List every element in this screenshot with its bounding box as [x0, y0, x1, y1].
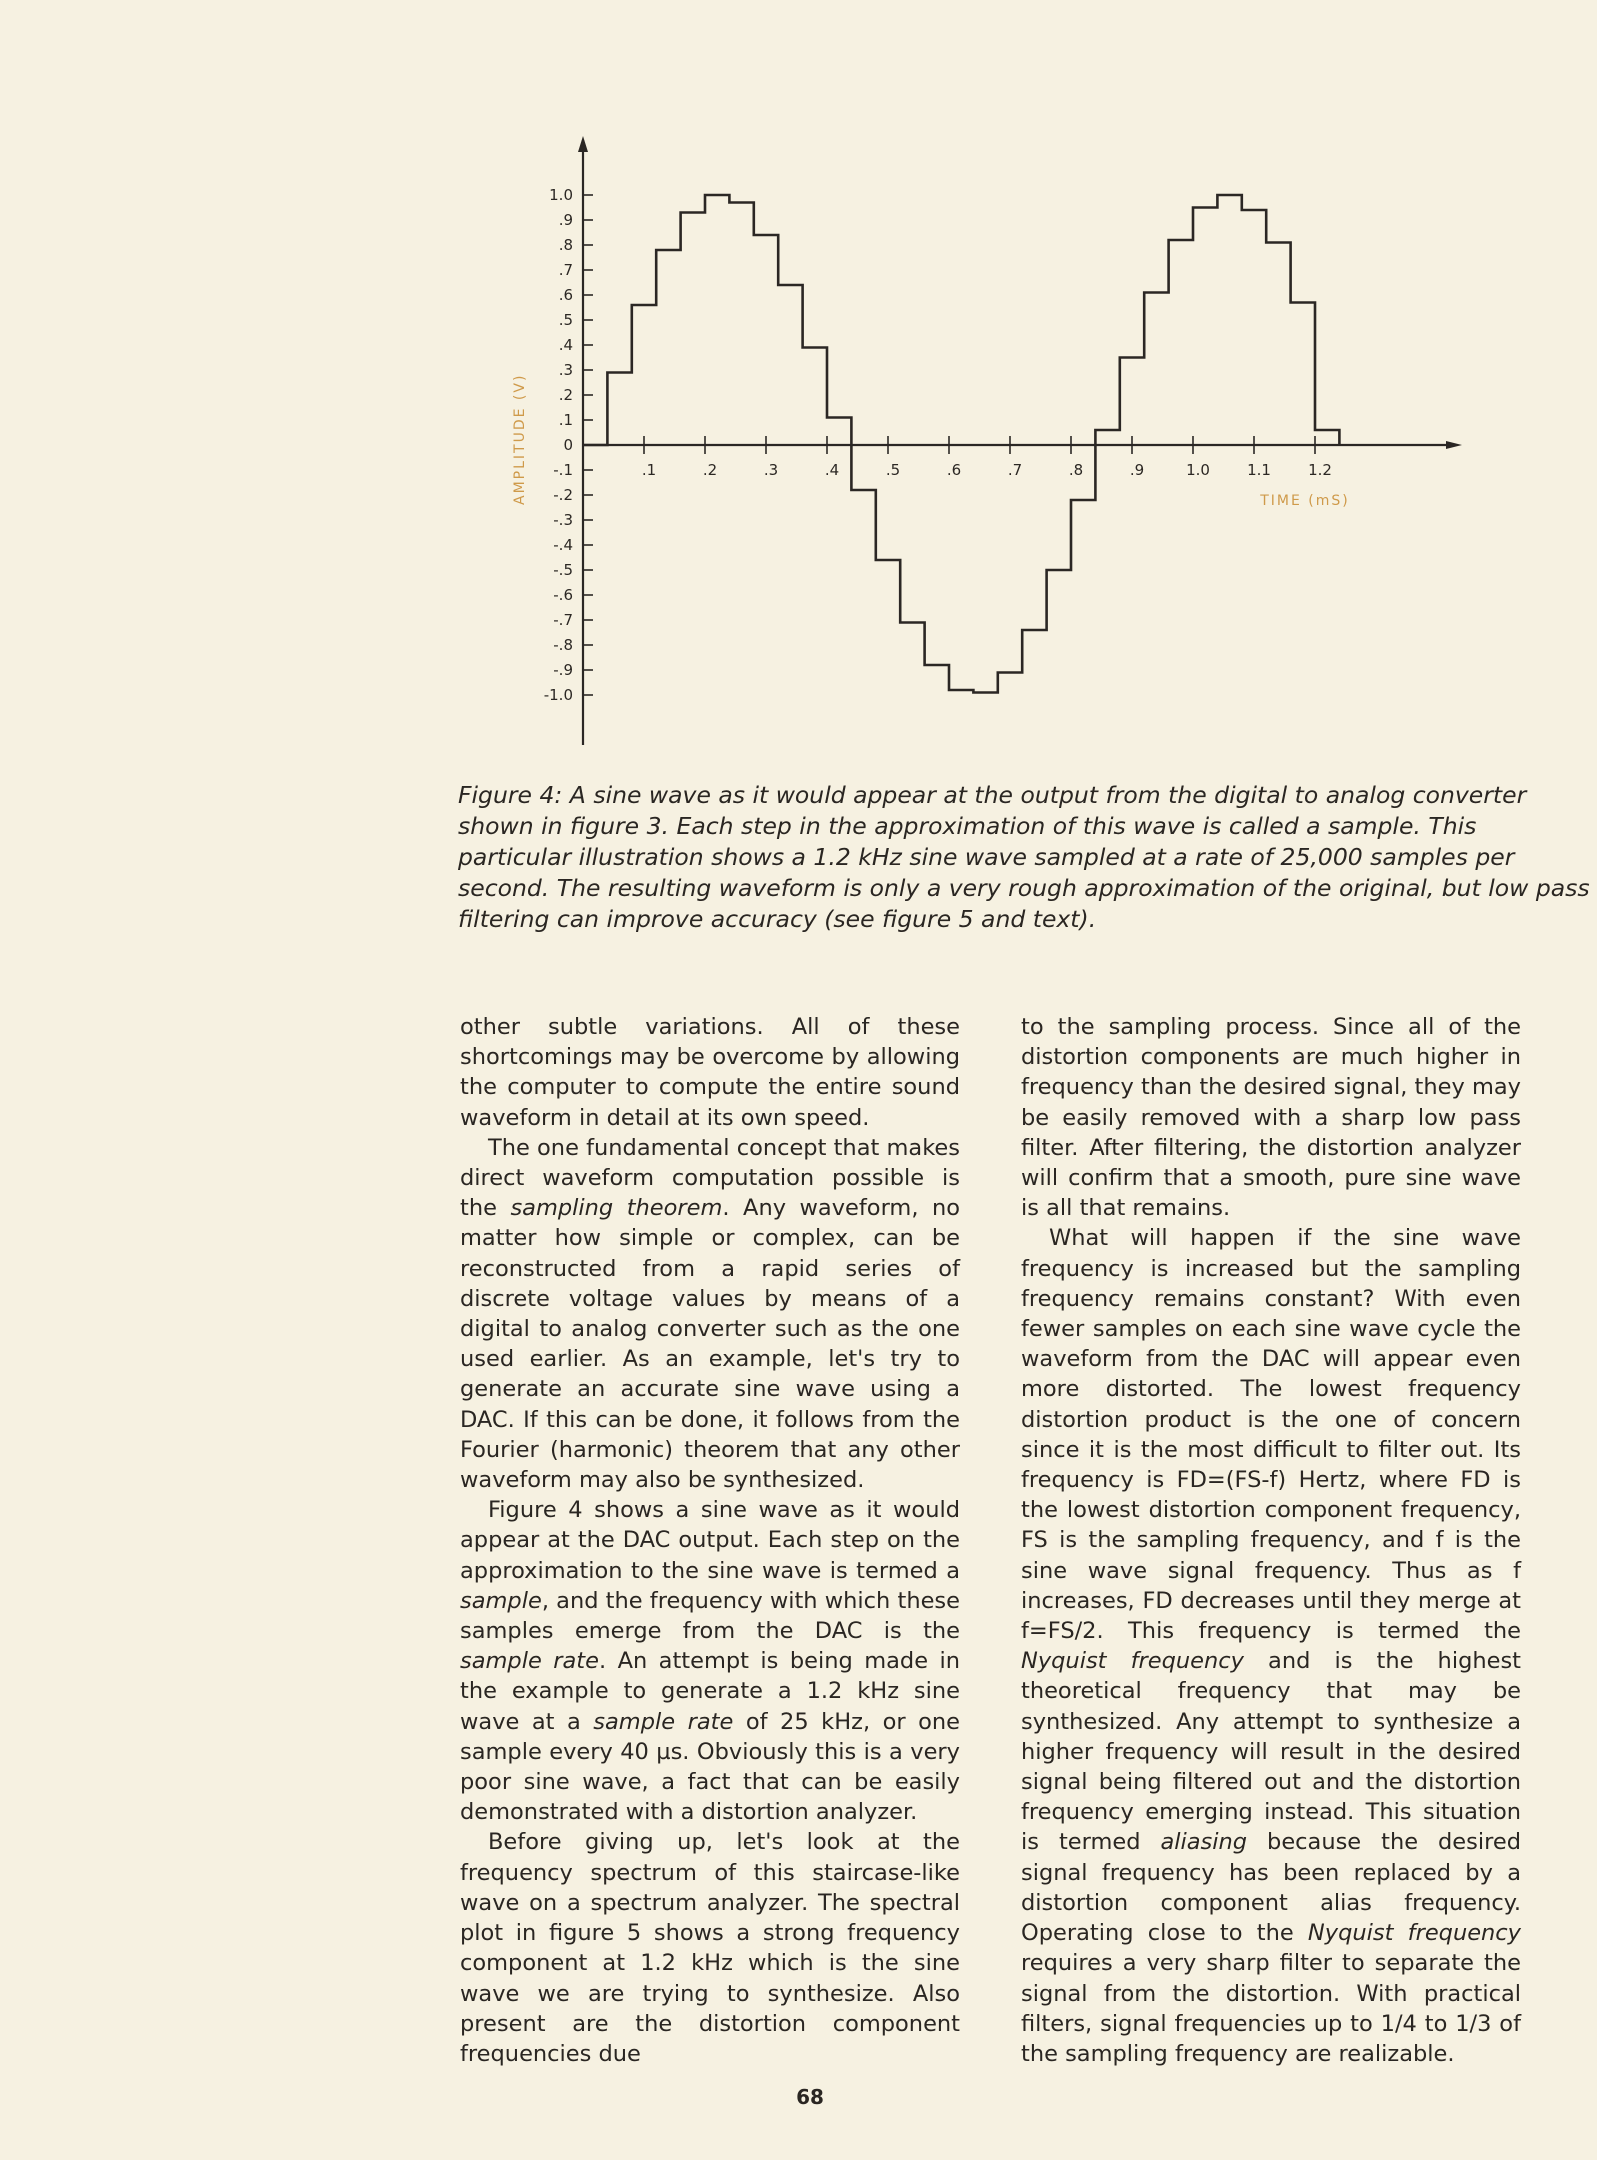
y-tick-label: .7 [558, 261, 573, 279]
y-tick-label: .4 [558, 336, 573, 354]
y-tick-label: .8 [558, 236, 573, 254]
y-tick-label: -.2 [553, 486, 573, 504]
y-tick-label: .3 [558, 361, 573, 379]
y-tick-label: -.5 [553, 561, 573, 579]
y-tick-label: .2 [558, 386, 573, 404]
figure-caption: Figure 4: A sine wave as it would appear at the output from the digital to analog converter shown in figure 3. Each step in the approximation of this wave is called a sample. This particular illustration shows a 1.2 kHz sine wave sampled at a rate of 25,000 samples per second. The resulting waveform is only a very rough approximation of the original, but low pass filtering can improve accuracy (see figure 5 and text). [458, 781, 1590, 933]
paragraph: Figure 4 shows a sine wave as it would appear at the DAC output. Each step on the approximation to the sine wave is termed a sample, and the frequency with which these samples emerge from the DAC is the sample rate. An attempt is being made in the example to generate a 1.2 kHz sine wave at a sample rate of 25 kHz, or one sample every 40 µs. Obviously this is a very poor sine wave, a fact that can be easily demonstrated with a distortion analyzer. [460, 1497, 961, 1826]
x-tick-label: .4 [824, 461, 840, 479]
paragraph: to the sampling process. Since all of the distortion components are much higher in frequency than the desired signal, they may be easily removed with a sharp low pass filter. After filtering, the distortion analyzer will confirm that a smooth, pure sine wave is all that remains. [1021, 1014, 1521, 1222]
y-tick-label: -.9 [553, 661, 573, 679]
x-tick-label: .8 [1068, 461, 1084, 479]
y-tick-label: -.8 [553, 636, 573, 654]
paragraph: other subtle variations. All of these shortcomings may be overcome by allowing the computer to compute the entire sound waveform in detail at its own speed. [460, 1014, 960, 1131]
x-axis-title: TIME (mS) [1260, 493, 1350, 509]
y-tick-label: .1 [558, 411, 573, 429]
paragraph: Before giving up, let's look at the frequency spectrum of this staircase-like wave on a spectrum analyzer. The spectral plot in figure 5 shows a strong frequency component at 1.2 kHz which is the sine wave we are trying to synthesize. Also present are the distortion component frequencies due [460, 1829, 960, 2067]
x-tick-label: .3 [763, 461, 779, 479]
y-axis-title: AMPLITUDE (V) [512, 373, 528, 505]
y-tick-label: -1.0 [543, 686, 573, 704]
x-tick-label: 1.1 [1247, 461, 1271, 479]
x-tick-label: .6 [946, 461, 962, 479]
y-tick-label: 0 [563, 436, 573, 454]
x-axis-arrow [1446, 441, 1462, 449]
body-column-left [460, 1012, 960, 2069]
y-tick-label: .9 [558, 211, 573, 229]
x-tick-label: .2 [702, 461, 718, 479]
x-tick-label: .7 [1007, 461, 1023, 479]
waveform-path [583, 195, 1339, 693]
chart-axes [578, 136, 1462, 745]
y-tick-label: 1.0 [549, 186, 573, 204]
x-tick-label: 1.2 [1308, 461, 1332, 479]
y-tick-label: .5 [558, 311, 573, 329]
x-tick-label: .5 [885, 461, 901, 479]
x-tick-label: .9 [1129, 461, 1145, 479]
body-column-right [1021, 1012, 1521, 2069]
staircase-waveform [583, 195, 1339, 693]
paragraph: What will happen if the sine wave frequency is increased but the sampling frequency remains constant? With even fewer samples on each sine wave cycle the waveform from the DAC will appear even more distorted. The lowest frequency distortion product is the one of concern since it is the most difficult to filter out. Its frequency is FD=(FS-f) Hertz, where FD is the lowest distortion component frequency, FS is the sampling frequency, and f is the sine wave signal frequency. Thus as f increases, FD decreases until they merge at f=FS/2. This frequency is termed the Nyquist frequency and is the highest theoretical frequency that may be synthesized. Any attempt to synthesize a higher frequency will result in the desired signal being filtered out and the distortion frequency emerging instead. This situation is termed aliasing because the desired signal frequency has been replaced by a distortion component alias frequency. Operating close to the Nyquist frequency requires a very sharp filter to separate the signal from the distortion. With practical filters, signal frequencies up to 1/4 to 1/3 of the sampling frequency are realizable. [1021, 1225, 1522, 2067]
y-tick-label: -.4 [553, 536, 573, 554]
x-tick-label: .1 [641, 461, 657, 479]
y-tick-label: -.7 [553, 611, 573, 629]
paragraph: The one fundamental concept that makes direct waveform computation possible is the sampling theorem. Any waveform, no matter how simple or complex, can be reconstructed from a rapid series of discrete voltage values by means of a digital to analog converter such as the one used earlier. As an example, let's try to generate an accurate sine wave using a DAC. If this can be done, it follows from the Fourier (harmonic) theorem that any other waveform may also be synthesized. [460, 1134, 961, 1494]
y-tick-label: .6 [558, 286, 573, 304]
page-number: 68 [796, 2085, 824, 2109]
y-tick-label: -.6 [553, 586, 573, 604]
y-tick-label: -.3 [553, 511, 573, 529]
y-axis-arrow [578, 136, 588, 152]
x-axis-ticks [642, 436, 1332, 479]
sine-wave-figure [0, 0, 1597, 760]
x-tick-label: 1.0 [1186, 461, 1210, 479]
y-tick-label: -.1 [553, 461, 573, 479]
